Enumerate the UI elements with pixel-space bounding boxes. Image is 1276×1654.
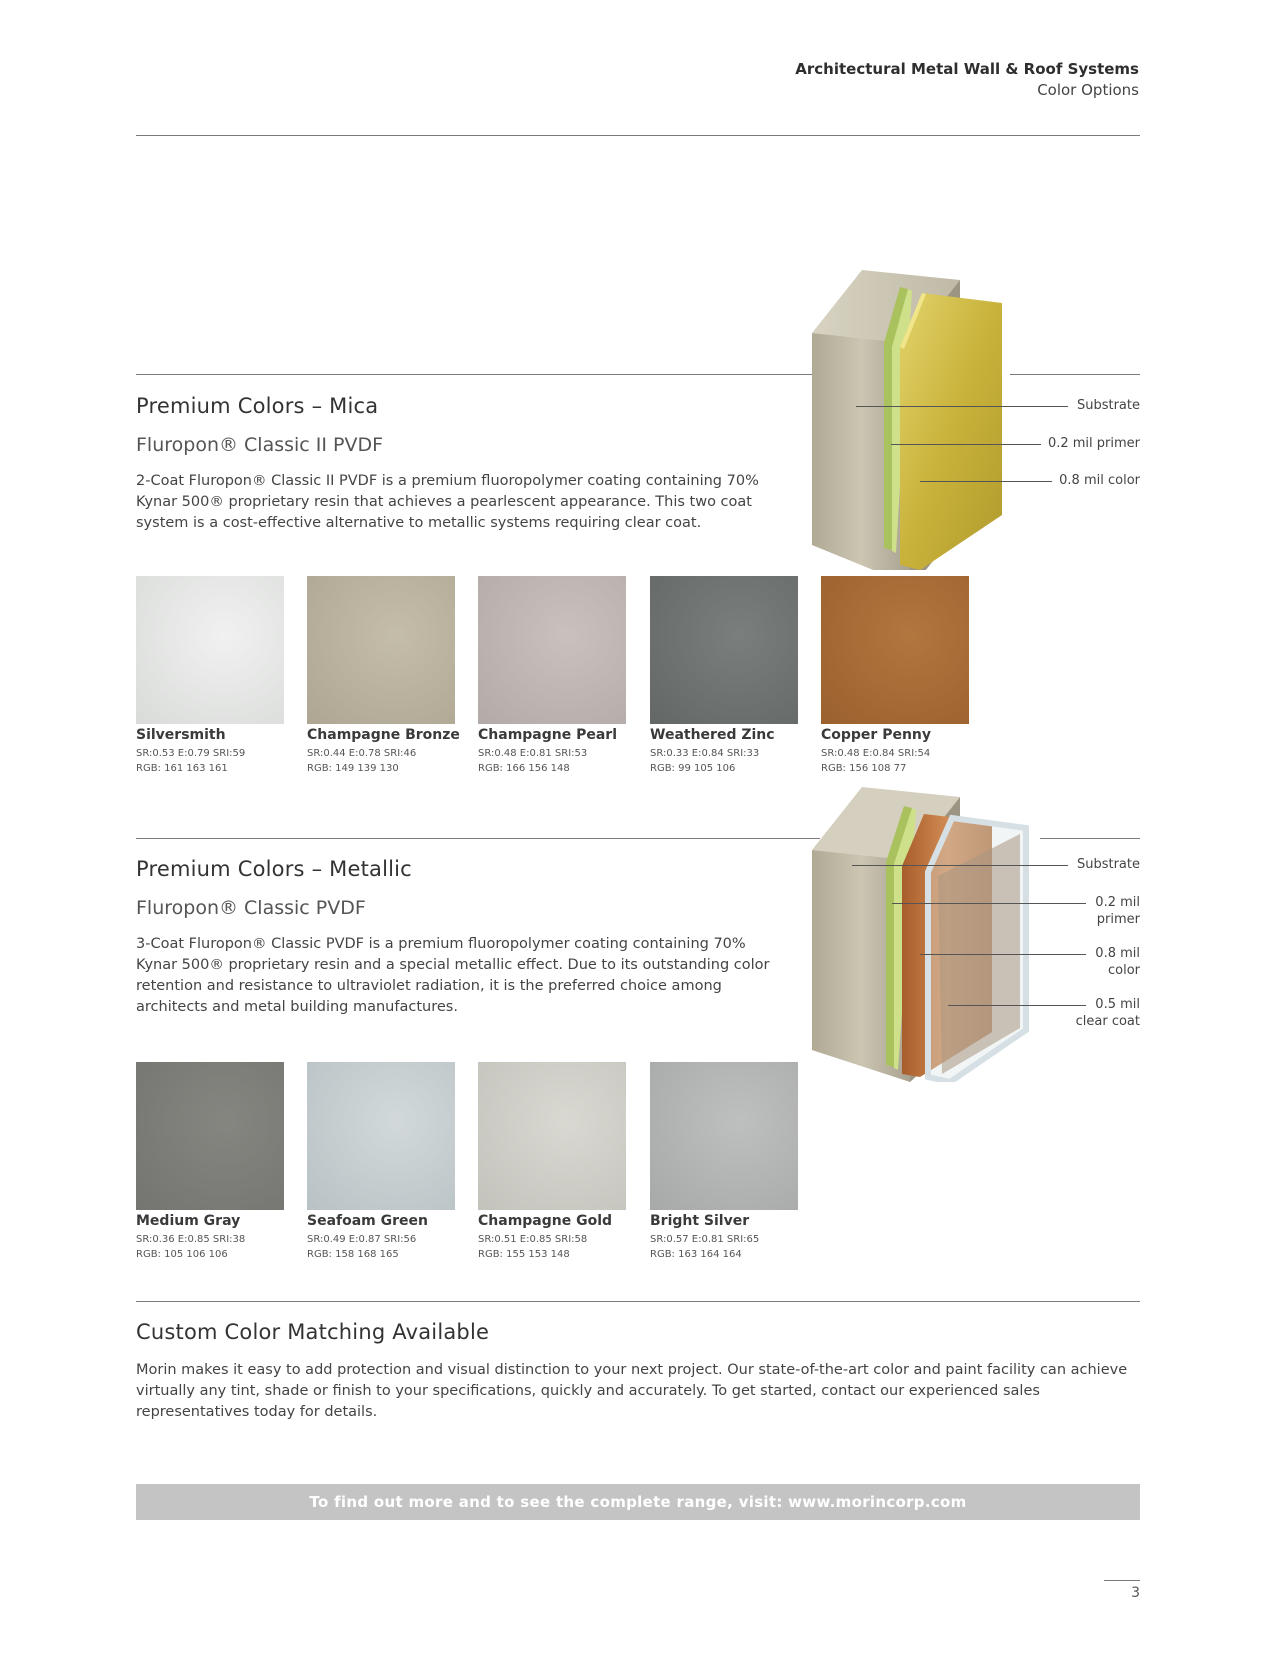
custom-section-title: Custom Color Matching Available xyxy=(136,1320,490,1344)
swatch-reflectance: SR:0.49 E:0.87 SRI:56 xyxy=(307,1234,417,1245)
metallic-primer-leader xyxy=(892,903,1086,904)
swatch-rgb: RGB: 149 139 130 xyxy=(307,763,399,774)
swatch-spec xyxy=(136,746,284,776)
swatch-name: Medium Gray xyxy=(136,1213,241,1229)
metallic-color-leader xyxy=(920,954,1086,955)
color-chip xyxy=(478,576,626,724)
metallic-substrate-label: Substrate xyxy=(1076,857,1140,872)
color-chip xyxy=(307,576,455,724)
document-title: Architectural Metal Wall & Roof Systems xyxy=(795,60,1139,78)
swatch-rgb: RGB: 99 105 106 xyxy=(650,763,736,774)
metallic-divider-right xyxy=(1040,838,1140,839)
mica-section-subtitle: Fluropon® Classic II PVDF xyxy=(136,434,384,456)
swatch-reflectance: SR:0.51 E:0.85 SRI:58 xyxy=(478,1234,588,1245)
custom-divider xyxy=(136,1301,1140,1302)
metallic-primer-label-line2: primer xyxy=(1096,912,1140,927)
page-number-rule xyxy=(1104,1580,1140,1581)
swatch-reflectance: SR:0.36 E:0.85 SRI:38 xyxy=(136,1234,246,1245)
swatch-champagne-pearl xyxy=(478,576,626,776)
metallic-color-label-line1: 0.8 mil xyxy=(1095,946,1140,961)
mica-color-leader xyxy=(920,481,1052,482)
color-chip xyxy=(307,1062,455,1210)
swatch-copper-penny xyxy=(821,576,969,776)
metallic-clear-coat-label-line2: clear coat xyxy=(1075,1014,1140,1029)
swatch-reflectance: SR:0.48 E:0.84 SRI:54 xyxy=(821,748,931,759)
swatch-reflectance: SR:0.44 E:0.78 SRI:46 xyxy=(307,748,417,759)
swatch-reflectance: SR:0.48 E:0.81 SRI:53 xyxy=(478,748,588,759)
custom-section-description: Morin makes it easy to add protection and visual distinction to your next project. Our state-of-the-art color and paint facility can achieve virtually any tint, shade or finish to your specifications, quickly and accurately. To get started, contact our experienced sales representatives today for details. xyxy=(136,1362,1128,1420)
swatch-name: Bright Silver xyxy=(650,1213,750,1229)
swatch-reflectance: SR:0.53 E:0.79 SRI:59 xyxy=(136,748,246,759)
metallic-color-label xyxy=(1095,945,1140,979)
swatch-medium-gray xyxy=(136,1062,284,1262)
metallic-section-description: 3-Coat Fluropon® Classic PVDF is a premium fluoropolymer coating containing 70% Kynar 500® proprietary resin and a special metallic effect. Due to its outstanding color retention and resistance to ultraviolet radiation, it is the preferred choice among architects and metal building manufactures. xyxy=(136,936,770,1015)
metallic-section-subtitle: Fluropon® Classic PVDF xyxy=(136,897,366,919)
mica-section-description: 2-Coat Fluropon® Classic II PVDF is a premium fluoropolymer coating containing 70% Kynar 500® proprietary resin that achieves a pearlescent appearance. This two coat system is a cost-effective alternative to metallic systems requiring clear coat. xyxy=(136,473,759,531)
metallic-clear-coat-label xyxy=(1076,996,1140,1030)
document-subtitle: Color Options xyxy=(1037,81,1139,99)
swatch-silversmith xyxy=(136,576,284,776)
mica-substrate-leader xyxy=(856,406,1068,407)
mica-color-layer xyxy=(900,293,1002,570)
swatch-spec xyxy=(478,746,626,776)
swatch-reflectance: SR:0.57 E:0.81 SRI:65 xyxy=(650,1234,760,1245)
color-chip xyxy=(650,576,798,724)
swatch-seafoam-green xyxy=(307,1062,455,1262)
mica-primer-leader xyxy=(891,444,1041,445)
mica-section-title: Premium Colors – Mica xyxy=(136,394,379,418)
swatch-rgb: RGB: 166 156 148 xyxy=(478,763,570,774)
metallic-section-title: Premium Colors – Metallic xyxy=(136,857,412,881)
color-chip xyxy=(136,1062,284,1210)
swatch-spec xyxy=(136,1232,284,1262)
mica-primer-label: 0.2 mil primer xyxy=(1047,436,1140,451)
swatch-spec xyxy=(650,1232,798,1262)
metallic-color-label-line2: color xyxy=(1107,963,1140,978)
mica-divider xyxy=(136,374,820,375)
swatch-name: Seafoam Green xyxy=(307,1213,428,1229)
color-chip xyxy=(650,1062,798,1210)
metallic-primer-label xyxy=(1095,894,1140,928)
metallic-clear-coat-leader xyxy=(948,1005,1086,1006)
swatch-weathered-zinc xyxy=(650,576,798,776)
metallic-divider xyxy=(136,838,820,839)
mica-divider-right xyxy=(1010,374,1140,375)
swatch-spec xyxy=(307,746,455,776)
swatch-name: Copper Penny xyxy=(821,727,932,743)
swatch-name: Champagne Bronze xyxy=(307,727,460,743)
swatch-spec xyxy=(650,746,798,776)
swatch-name: Champagne Gold xyxy=(478,1213,613,1229)
mica-layer-diagram xyxy=(812,265,1022,570)
mica-substrate-label: Substrate xyxy=(1076,398,1140,413)
swatch-champagne-gold xyxy=(478,1062,626,1262)
header-divider xyxy=(136,135,1140,136)
swatch-reflectance: SR:0.33 E:0.84 SRI:33 xyxy=(650,748,760,759)
swatch-rgb: RGB: 156 108 77 xyxy=(821,763,907,774)
metallic-clear-coat-label-line1: 0.5 mil xyxy=(1095,997,1140,1012)
swatch-name: Silversmith xyxy=(136,727,226,743)
metallic-substrate-leader xyxy=(852,865,1068,866)
website-banner xyxy=(136,1484,1140,1520)
mica-color-label: 0.8 mil color xyxy=(1059,473,1140,488)
website-link[interactable]: To find out more and to see the complete range, visit: www.morincorp.com xyxy=(309,1493,967,1511)
metallic-primer-label-line1: 0.2 mil xyxy=(1095,895,1140,910)
swatch-rgb: RGB: 161 163 161 xyxy=(136,763,228,774)
swatch-rgb: RGB: 158 168 165 xyxy=(307,1249,399,1260)
metallic-layer-diagram xyxy=(812,782,1044,1082)
color-chip xyxy=(136,576,284,724)
swatch-rgb: RGB: 105 106 106 xyxy=(136,1249,228,1260)
swatch-champagne-bronze xyxy=(307,576,460,776)
swatch-name: Weathered Zinc xyxy=(650,727,775,743)
swatch-rgb: RGB: 163 164 164 xyxy=(650,1249,742,1260)
color-chip xyxy=(478,1062,626,1210)
swatch-spec xyxy=(307,1232,455,1262)
color-chip xyxy=(821,576,969,724)
page-number: 3 xyxy=(1131,1585,1140,1601)
swatch-spec xyxy=(821,746,969,776)
swatch-name: Champagne Pearl xyxy=(478,727,618,743)
swatch-spec xyxy=(478,1232,626,1262)
swatch-rgb: RGB: 155 153 148 xyxy=(478,1249,570,1260)
swatch-bright-silver xyxy=(650,1062,798,1262)
